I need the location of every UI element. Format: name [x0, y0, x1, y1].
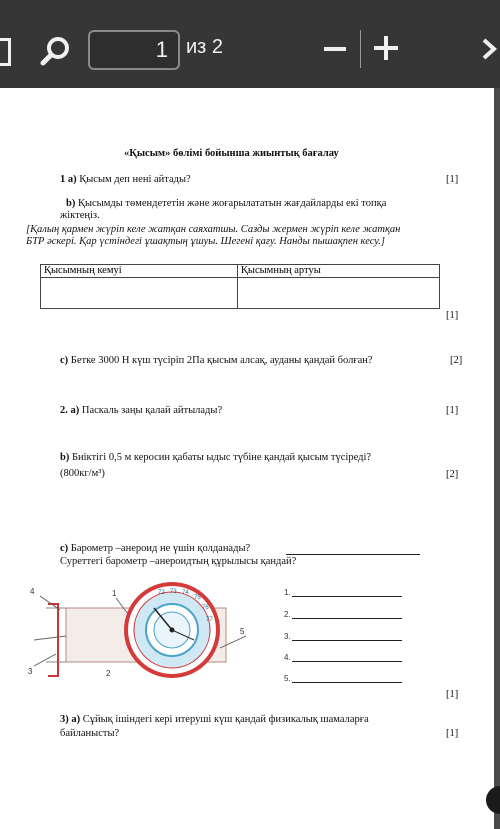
blank-label-5: 5.	[284, 674, 291, 683]
dial-number: 72	[158, 590, 165, 596]
q1b-line1: Қысымды төмендететін және жоғарылататын жағдайларды екі топқа	[77, 198, 387, 209]
search-icon[interactable]	[38, 34, 74, 70]
q1b-line2: жіктеңіз.	[60, 210, 100, 221]
figure-label-3: 3	[28, 667, 33, 676]
q2a-text: Паскаль заңы қалай айтылады?	[81, 405, 223, 416]
blank-line-3[interactable]	[292, 640, 402, 641]
q1c-text: Бетке 3000 Н күш түсіріп 2Па қысым алсақ, ауданы қандай болған?	[70, 355, 373, 366]
q1b-hint-line1: [Қалың қармен жүріп келе жатқан саяхатшы. Сазды жермен жүріп келе жатқан	[26, 224, 401, 235]
q2a-number: 2. а)	[60, 405, 80, 416]
q2b-mark: [2]	[446, 469, 459, 480]
blank-line-1[interactable]	[292, 596, 402, 597]
q1a-text: Қысым деп нені айтады?	[79, 174, 191, 185]
q3a-line2: байланысты?	[60, 728, 120, 739]
figure-label-4: 4	[30, 587, 35, 596]
pdf-toolbar	[0, 0, 500, 88]
q1b-mark: [1]	[446, 310, 459, 321]
scrollbar[interactable]	[494, 88, 500, 829]
figure-label-1: 1	[112, 589, 117, 598]
q2c-answer-line[interactable]	[286, 554, 420, 555]
pressure-table	[40, 264, 440, 309]
blank-line-5[interactable]	[292, 682, 402, 683]
q2c-number: c)	[60, 543, 69, 554]
q2c-line1: Барометр –анероид не үшін қолданады?	[70, 543, 251, 554]
table-header-decrease: Қысымның кемуі	[41, 265, 238, 278]
barometer-figure	[26, 578, 252, 686]
page-number-input[interactable]	[88, 30, 180, 70]
q1c-mark: [2]	[450, 355, 463, 366]
q2a-mark: [1]	[446, 405, 459, 416]
q1c-number: c)	[60, 355, 69, 366]
figure-label-2: 2	[106, 669, 111, 678]
q1a-mark: [1]	[446, 174, 459, 185]
zoom-out-icon[interactable]	[322, 36, 348, 62]
blank-line-4[interactable]	[292, 661, 402, 662]
sidebar-toggle-icon[interactable]	[0, 38, 11, 66]
q2c-line2: Суреттегі барометр –анероидтың құрылысы қандай?	[60, 556, 297, 567]
q3a-number: 3) а)	[60, 714, 81, 725]
table-cell-increase[interactable]	[237, 278, 439, 309]
q1a-number: 1 а)	[60, 174, 77, 185]
q1b-number: b)	[66, 198, 76, 209]
doc-title: «Қысым» бөлімі бойынша жиынтық бағалау	[124, 148, 339, 159]
q2b-number: b)	[60, 452, 70, 463]
blank-line-2[interactable]	[292, 618, 402, 619]
current-page-number: 1	[155, 37, 168, 62]
table-cell-decrease[interactable]	[41, 278, 238, 309]
dial-number: 74	[182, 590, 189, 596]
dial-number: 73	[170, 589, 177, 595]
q2b-line1: Биіктігі 0,5 м керосин қабаты ыдыс түбіне қандай қысым түсіреді?	[71, 452, 372, 463]
dial-number: 75	[194, 595, 201, 601]
fit-width-icon[interactable]	[478, 36, 500, 62]
q2c-mark: [1]	[446, 689, 459, 700]
figure-label-5: 5	[240, 627, 245, 636]
blank-label-1: 1.	[284, 588, 291, 597]
blank-label-2: 2.	[284, 610, 291, 619]
toolbar-divider	[360, 30, 361, 68]
blank-label-4: 4.	[284, 653, 291, 662]
zoom-in-icon[interactable]	[372, 34, 400, 62]
page-total-label: из 2	[186, 36, 224, 58]
q3a-line1: Сұйық ішіндегі кері итеруші күш қандай физикалық шамаларға	[82, 714, 369, 725]
q3a-mark: [1]	[446, 728, 459, 739]
q2b-line2: (800кг/м³)	[60, 468, 105, 479]
blank-label-3: 3.	[284, 632, 291, 641]
q1b-hint-line2: БТР әскері. Қар үстіндегі ұшақтың ұшуы. Шегені қағу. Нанды пышақпен кесу.]	[26, 236, 386, 247]
dial-number: 77	[206, 617, 213, 623]
table-header-increase: Қысымның артуы	[237, 265, 439, 278]
document-page	[0, 88, 494, 829]
dial-number: 76	[202, 605, 209, 611]
